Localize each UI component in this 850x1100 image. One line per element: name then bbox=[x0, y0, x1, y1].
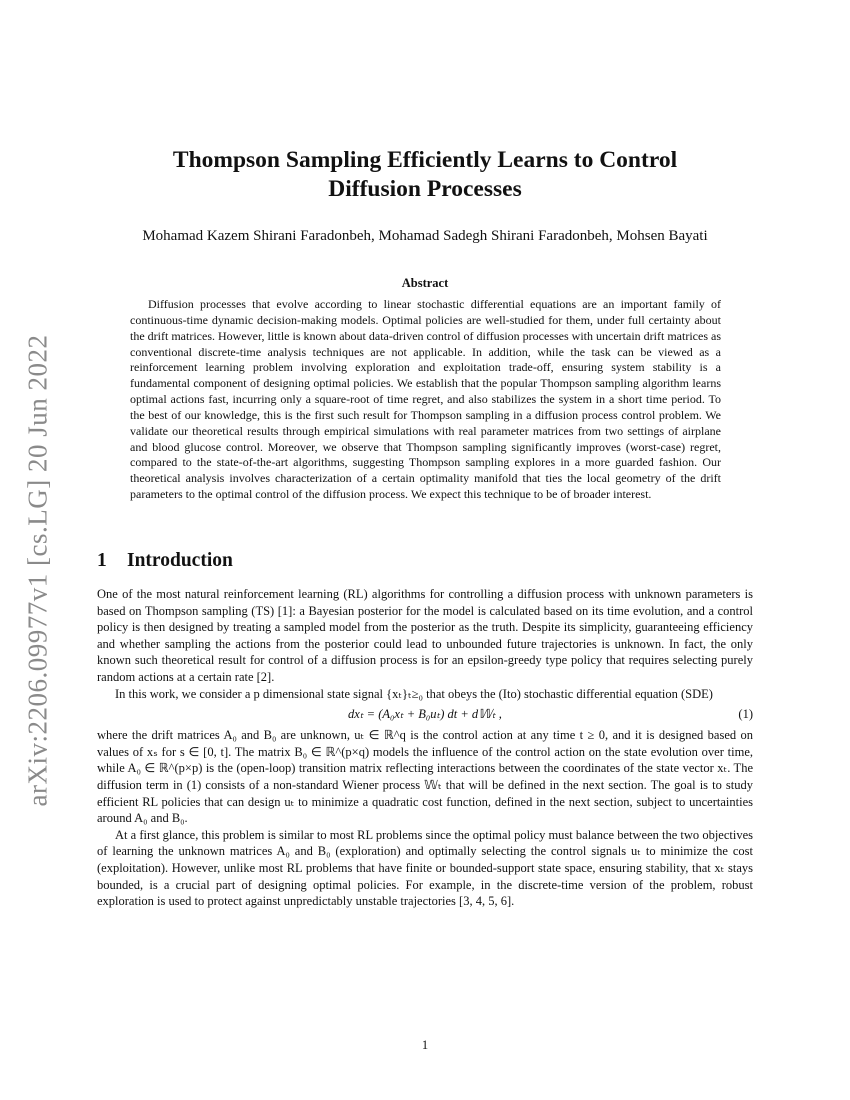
title-line-1: Thompson Sampling Efficiently Learns to Control bbox=[172, 147, 678, 173]
paper-title bbox=[90, 146, 760, 204]
section-title: Introduction bbox=[127, 550, 233, 571]
author-list: Mohamad Kazem Shirani Faradonbeh, Mohamad Sadegh Shirani Faradonbeh, Mohsen Bayati bbox=[142, 228, 708, 244]
arxiv-identifier-stamp bbox=[18, 290, 58, 850]
abstract-heading: Abstract bbox=[401, 276, 449, 290]
equation-1 bbox=[97, 702, 753, 727]
abstract-body: Diffusion processes that evolve according to linear stochastic differential equations are an important family of continuous-time dynamic decision-making models. Optimal policies are well-studied for them, under full certainty about the drift matrices. However, little is known about data-driven control of diffusion processes with uncertain drift matrices as conventional discrete-time analysis techniques are not applicable. In addition, while the task can be viewed as a reinforcement learning problem involving exploration and exploitation trade-off, ensuring system stability is a fundamental component of designing optimal policies. We establish that the popular Thompson sampling algorithm learns optimal actions fast, incurring only a square-root of time regret, and also stabilizes the system in a short time period. To the best of our knowledge, this is the first such result for Thompson sampling in a diffusion process control problem. We validate our theoretical results through empirical simulations with real parameter matrices from two settings of airplane and blood glucose control. Moreover, we observe that Thompson sampling significantly improves (worst-case) regret, compared to the state-of-the-art algorithms, suggesting Thompson sampling explores in a more guarded fashion. Our theoretical analysis involves characterization of a certain optimality manifold that ties the local geometry of the drift parameters to the optimal control of the diffusion process. We expect this technique to be of broader interest. bbox=[130, 297, 721, 502]
page-number: 1 bbox=[421, 1038, 429, 1052]
intro-paragraph-1: One of the most natural reinforcement learning (RL) algorithms for controlling a diffusion process with unknown parameters is based on Thompson sampling (TS) [1]: a Bayesian posterior for the model is calculated based on its time evolution, and a control policy is then designed by treating a sampled model from the posterior as the truth. Despite its simplicity, guaranteeing efficiency and whether sampling the actions from the posterior could lead to unbounded future trajectories is unknown. In fact, the only known such theoretical result for control of a diffusion process is for an epsilon-greedy type policy that requires selecting purely random actions at a certain rate [2]. bbox=[97, 587, 753, 684]
title-line-2: Diffusion Processes bbox=[328, 176, 522, 202]
section-heading bbox=[97, 550, 233, 572]
arxiv-identifier-text: arXiv:2206.09977v1 [cs.LG] 20 Jun 2022 bbox=[22, 334, 53, 806]
intro-paragraph-3: where the drift matrices A₀ and B₀ are unknown, uₜ ∈ ℝ^q is the control action at any time t ≥ 0, and it is designed based on values of xₛ for s ∈ [0, t]. The matrix B₀ ∈ ℝ^(p×q) models the influence of the control action on the state evolution over time, while A₀ ∈ ℝ^(p×p) is the (open-loop) transition matrix reflecting interactions between the coordinates of the state vector xₜ. The diffusion term in (1) consists of a non-standard Wiener process 𝕎ₜ that will be defined in the next section. The goal is to study efficient RL policies that can design uₜ to minimize a quadratic cost function, defined in the next section, subject to uncertainties around A₀ and B₀. bbox=[97, 728, 753, 826]
intro-paragraph-4: At a first glance, this problem is similar to most RL problems since the optimal policy must balance between the two objectives of learning the unknown matrices A₀ and B₀ (exploration) and optimally selecting the control signals uₜ to minimize the cost (exploitation). However, unlike most RL problems that have finite or bounded-support state space, ensuring stability, that xₜ stays bounded, is a crucial part of designing optimal policies. For example, in the discrete-time version of the problem, robust exploration is used to protect against unpredictably unstable trajectories [3, 4, 5, 6]. bbox=[97, 827, 753, 909]
equation-body: dxₜ = (A₀xₜ + B₀uₜ) dt + d𝕎ₜ , bbox=[348, 707, 502, 722]
equation-number: (1) bbox=[738, 707, 753, 722]
intro-paragraph-2: In this work, we consider a p dimensional state signal {xₜ}ₜ≥₀ that obeys the (Ito) stochastic differential equation (SDE) bbox=[115, 686, 713, 701]
section-number: 1 bbox=[97, 550, 107, 571]
introduction-body bbox=[97, 586, 753, 910]
